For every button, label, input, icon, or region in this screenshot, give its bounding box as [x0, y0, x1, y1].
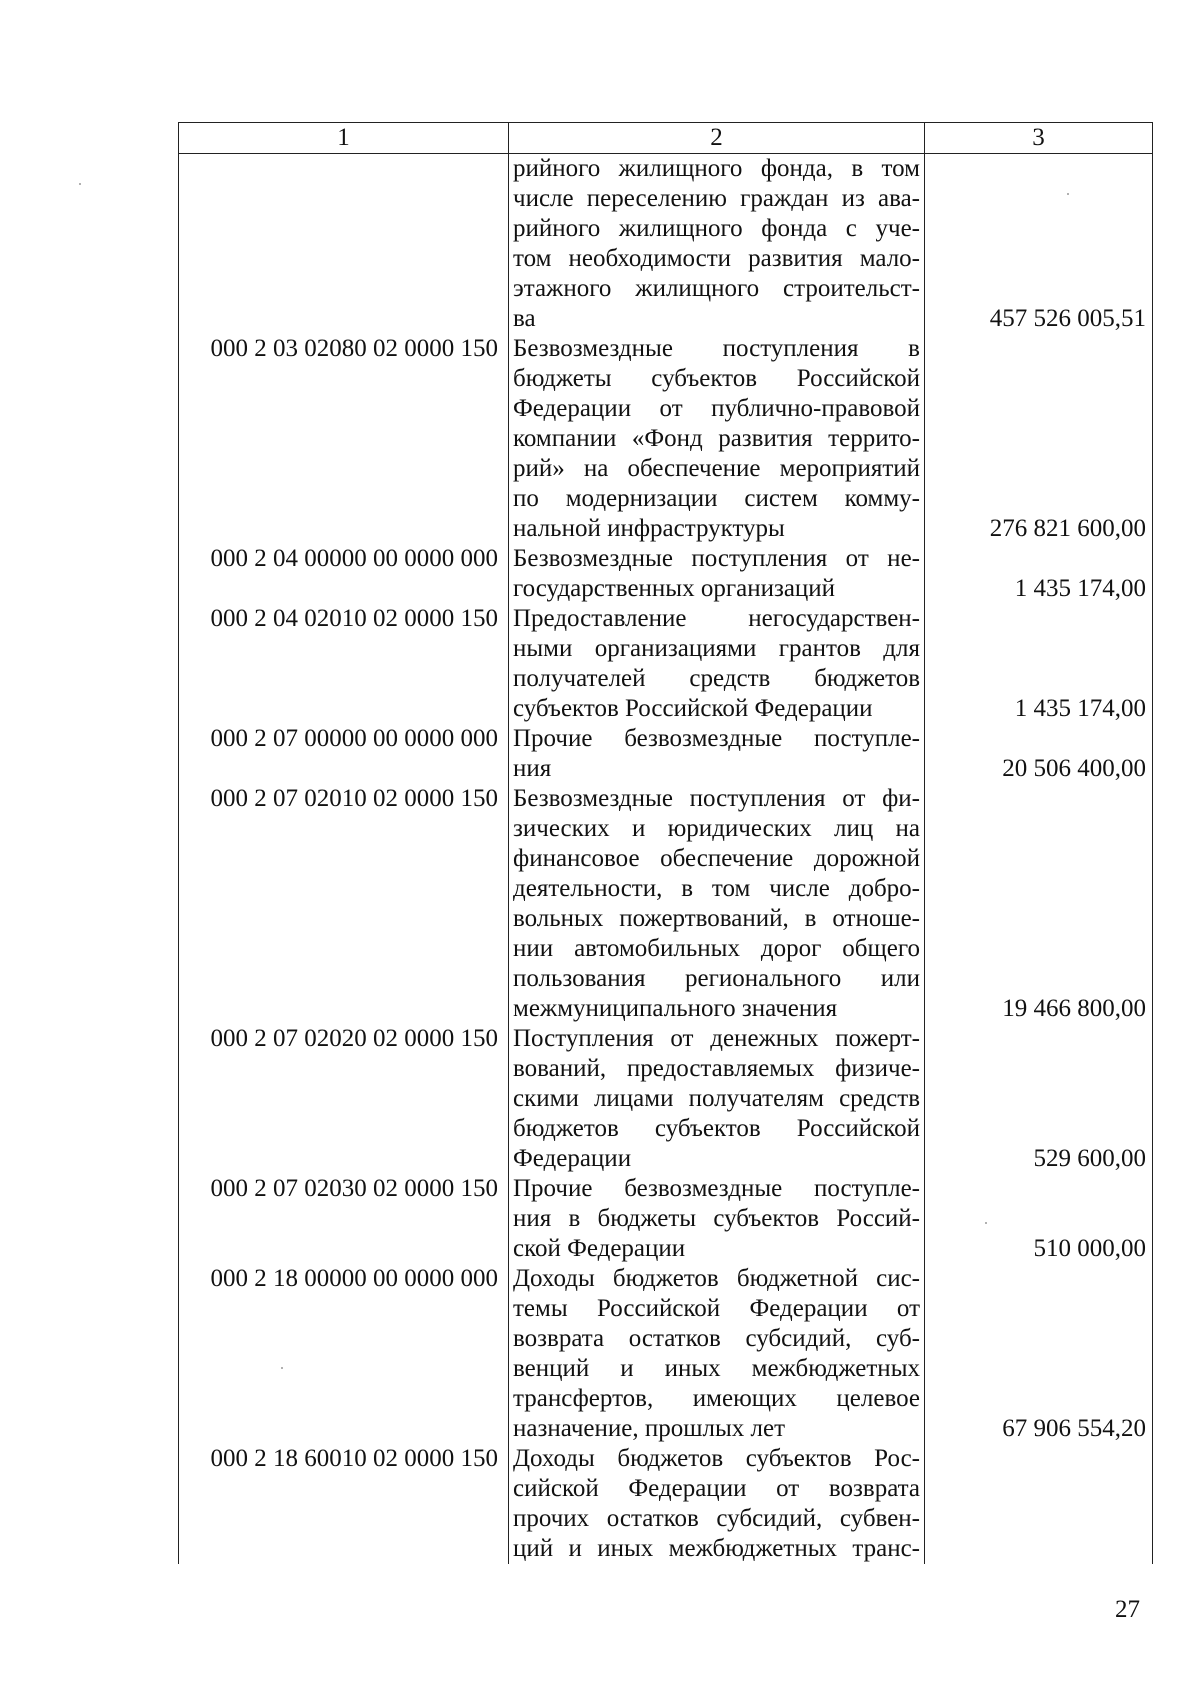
description-line: ций и иных межбюджетных транс-: [513, 1535, 920, 1562]
row-amount: 19 466 800,00: [925, 784, 1153, 1024]
row-code: 000 2 18 60010 02 0000 150: [179, 1444, 509, 1564]
description-line: субъектов Российской Федерации: [513, 695, 873, 722]
row-amount: 529 600,00: [925, 1024, 1153, 1174]
description-line: финансовое обеспечение дорожной: [513, 845, 920, 872]
description-line: рий» на обеспечение мероприятий: [513, 455, 920, 482]
description-line: ния: [513, 755, 552, 782]
description-line: этажного жилищного строительст-: [513, 275, 920, 302]
row-description: [509, 1444, 925, 1564]
table-row: [179, 544, 1153, 604]
row-description: [509, 544, 925, 604]
table-row: [179, 784, 1153, 1024]
description-line: темы Российской Федерации от: [513, 1295, 920, 1322]
description-line: бюджетов субъектов Российской: [513, 1115, 920, 1142]
description-line: ными организациями грантов для: [513, 635, 920, 662]
row-description: [509, 1174, 925, 1264]
row-code: 000 2 07 02020 02 0000 150: [179, 1024, 509, 1174]
table-row: [179, 1264, 1153, 1444]
table-row: [179, 334, 1153, 544]
description-line: ской Федерации: [513, 1235, 686, 1262]
description-line: бюджеты субъектов Российской: [513, 365, 920, 392]
table-row: [179, 1174, 1153, 1264]
row-amount: 1 435 174,00: [925, 604, 1153, 724]
description-line: рийного жилищного фонда с уче-: [513, 215, 920, 242]
description-line: компании «Фонд развития террито-: [513, 425, 920, 452]
description-line: сийской Федерации от возврата: [513, 1475, 920, 1502]
description-line: ва: [513, 305, 536, 332]
row-amount: 457 526 005,51: [925, 154, 1153, 335]
row-description: [509, 1264, 925, 1444]
table-row: [179, 1024, 1153, 1174]
description-line: Поступления от денежных пожерт-: [513, 1025, 920, 1052]
header-row: [179, 123, 1153, 154]
row-description: [509, 334, 925, 544]
description-line: скими лицами получателям средств: [513, 1085, 920, 1112]
description-line: государственных организаций: [513, 575, 836, 602]
row-code: 000 2 03 02080 02 0000 150: [179, 334, 509, 544]
description-line: Доходы бюджетов бюджетной сис-: [513, 1265, 920, 1292]
description-line: зических и юридических лиц на: [513, 815, 920, 842]
description-line: ния в бюджеты субъектов Россий-: [513, 1205, 920, 1232]
table-row: [179, 604, 1153, 724]
row-description: [509, 154, 925, 335]
row-code: 000 2 18 00000 00 0000 000: [179, 1264, 509, 1444]
description-line: деятельности, в том числе добро-: [513, 875, 920, 902]
description-line: прочих остатков субсидий, субвен-: [513, 1505, 920, 1532]
description-line: том необходимости развития мало-: [513, 245, 920, 272]
row-amount: 20 506 400,00: [925, 724, 1153, 784]
description-line: Прочие безвозмездные поступле-: [513, 725, 920, 752]
header-col-3: 3: [925, 123, 1153, 154]
description-line: межмуниципального значения: [513, 995, 838, 1022]
description-line: числе переселению граждан из ава-: [513, 185, 920, 212]
row-code: 000 2 07 02010 02 0000 150: [179, 784, 509, 1024]
row-code: 000 2 04 00000 00 0000 000: [179, 544, 509, 604]
description-line: нальной инфраструктуры: [513, 515, 785, 542]
row-code: 000 2 04 02010 02 0000 150: [179, 604, 509, 724]
row-amount: [925, 1444, 1153, 1564]
description-line: по модернизации систем комму-: [513, 485, 920, 512]
description-line: Безвозмездные поступления в: [513, 335, 920, 362]
description-line: Прочие безвозмездные поступле-: [513, 1175, 920, 1202]
scan-speck: [79, 183, 81, 185]
scan-speck: [281, 1367, 283, 1369]
header-col-1: 1: [179, 123, 509, 154]
table-body: [179, 154, 1153, 1565]
row-code: [179, 154, 509, 335]
page-number: 27: [1115, 1596, 1140, 1623]
description-line: получателей средств бюджетов: [513, 665, 920, 692]
row-description: [509, 784, 925, 1024]
revenue-table: [178, 122, 1153, 1564]
description-line: вований, предоставляемых физиче-: [513, 1055, 920, 1082]
description-line: Федерации: [513, 1145, 632, 1172]
scan-speck: [985, 1222, 987, 1224]
description-line: венций и иных межбюджетных: [513, 1355, 920, 1382]
row-code: 000 2 07 02030 02 0000 150: [179, 1174, 509, 1264]
table-row: [179, 154, 1153, 335]
row-amount: 510 000,00: [925, 1174, 1153, 1264]
description-line: трансфертов, имеющих целевое: [513, 1385, 920, 1412]
row-description: [509, 604, 925, 724]
row-amount: 67 906 554,20: [925, 1264, 1153, 1444]
description-line: Федерации от публично-правовой: [513, 395, 920, 422]
table-row: [179, 724, 1153, 784]
scan-speck: [1067, 193, 1069, 195]
description-line: назначение, прошлых лет: [513, 1415, 785, 1442]
row-description: [509, 1024, 925, 1174]
description-line: рийного жилищного фонда, в том: [513, 155, 920, 182]
description-line: пользования регионального или: [513, 965, 920, 992]
description-line: Безвозмездные поступления от не-: [513, 545, 920, 572]
description-line: Безвозмездные поступления от фи-: [513, 785, 920, 812]
row-amount: 1 435 174,00: [925, 544, 1153, 604]
header-col-2: 2: [509, 123, 925, 154]
description-line: возврата остатков субсидий, суб-: [513, 1325, 920, 1352]
description-line: нии автомобильных дорог общего: [513, 935, 920, 962]
description-line: Предоставление негосударствен-: [513, 605, 920, 632]
description-line: вольных пожертвований, в отноше-: [513, 905, 920, 932]
description-line: Доходы бюджетов субъектов Рос-: [513, 1445, 920, 1472]
row-code: 000 2 07 00000 00 0000 000: [179, 724, 509, 784]
row-description: [509, 724, 925, 784]
row-amount: 276 821 600,00: [925, 334, 1153, 544]
table-row: [179, 1444, 1153, 1564]
